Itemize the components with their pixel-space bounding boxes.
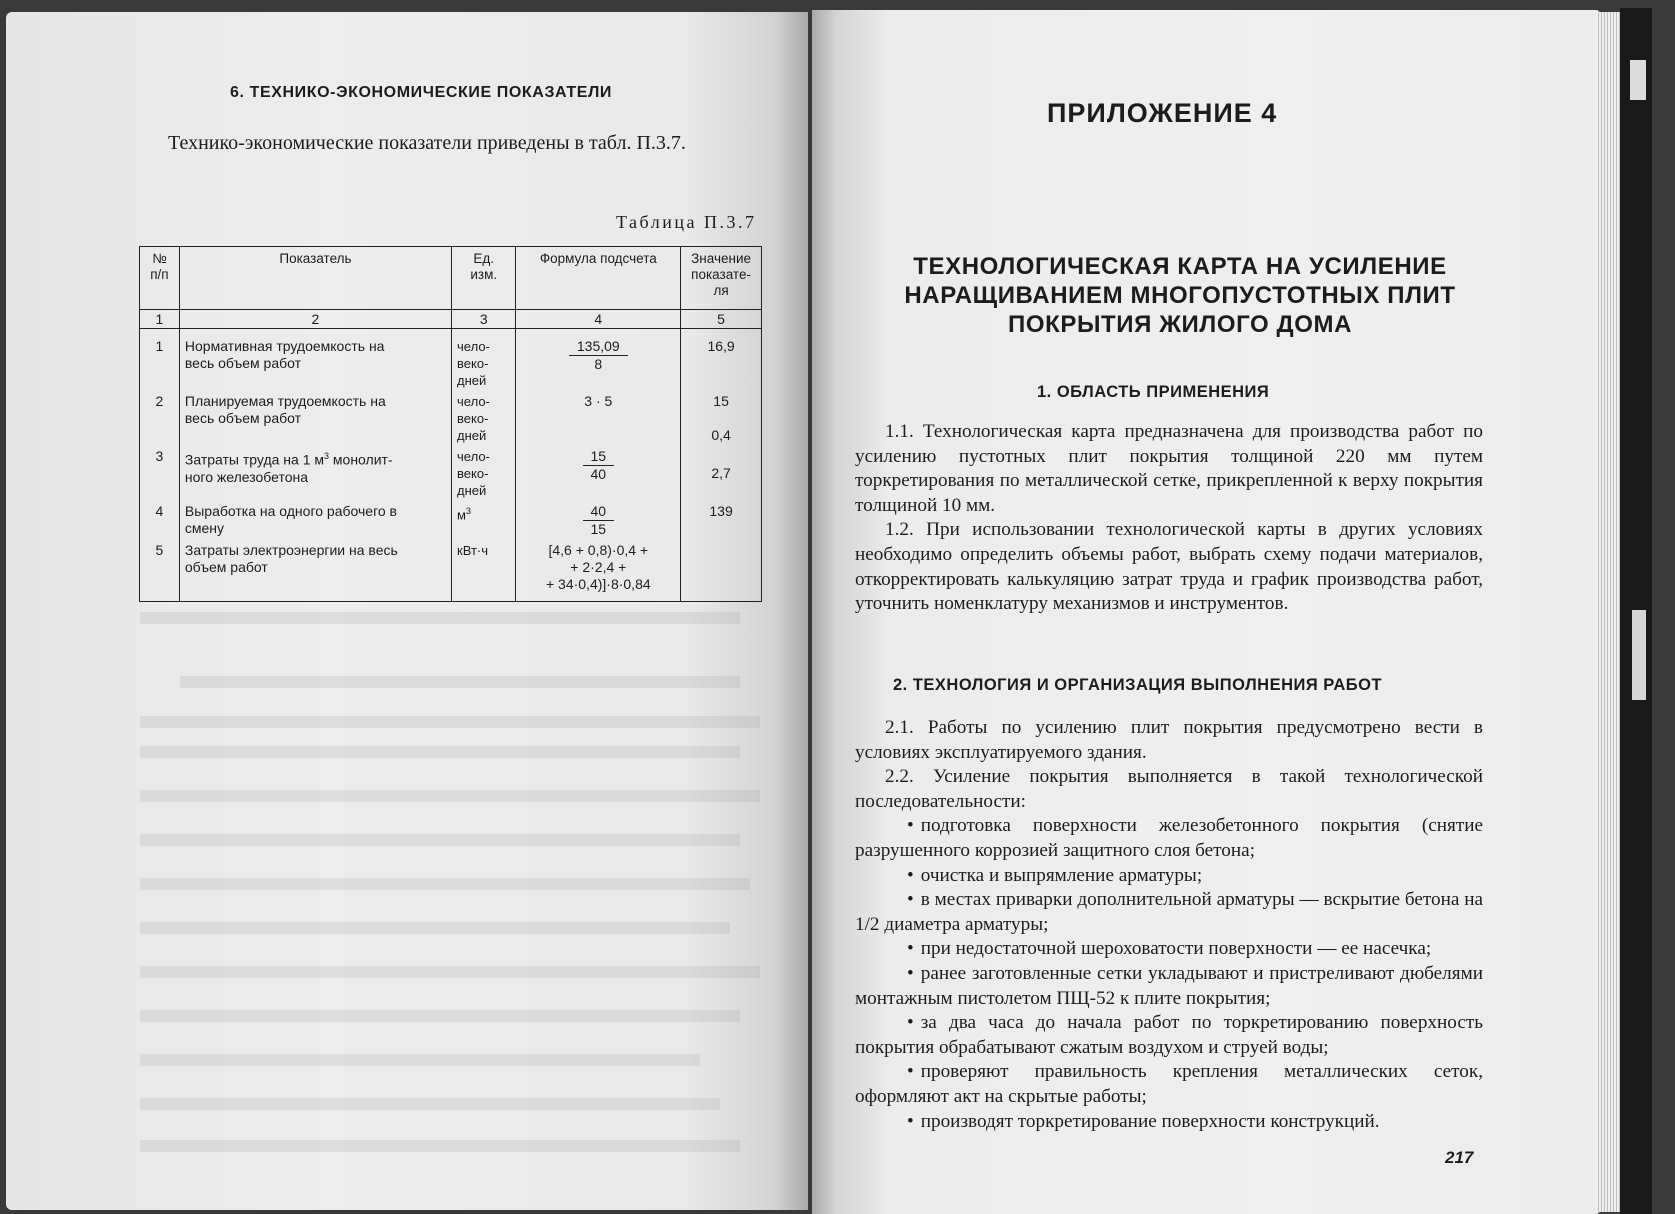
row-unit: кВт·ч (452, 540, 516, 602)
bullet-icon: • (907, 962, 914, 984)
row-value: 16,9 (681, 329, 762, 392)
row-num: 4 (140, 501, 180, 540)
paragraph: 2.2. Усиление покрытия выполняется в такой технологической последовательности: (855, 766, 1483, 812)
row-indicator: Планируемая трудоемкость на весь объем работ (179, 391, 451, 446)
header-value: Значение показате- ля (681, 247, 762, 310)
row-unit: чело- веко- дней (452, 391, 516, 446)
row-num: 5 (140, 540, 180, 602)
row-formula: [4,6 + 0,8)·0,4 + + 2·2,4 + + 34·0,4)]·8·0,84 (516, 540, 681, 602)
table-row (140, 446, 762, 501)
header-indicator: Показатель (179, 247, 451, 310)
show-through (140, 922, 730, 934)
list-item: • производят торкретирование поверхности конструкций. (855, 1110, 1483, 1135)
section-1-body (855, 420, 1483, 617)
row-num: 2 (140, 391, 180, 446)
paragraph: 1.1. Технологическая карта предназначена для производства работ по усилению пустотных плит покрытия толщиной 220 мм путем торкретирования по металлической сетке, прикрепленной к верху покрытия толщиной 10 мм. (855, 421, 1483, 516)
list-item: • в местах приварки дополнительной арматуры — вскрытие бетона на 1/2 диаметра арматуры; (855, 889, 1483, 935)
row-value: 2,7 (681, 446, 762, 501)
page-edges (1596, 12, 1620, 1212)
table-row (140, 391, 762, 446)
show-through (140, 1054, 700, 1066)
show-through (140, 716, 760, 728)
col-number: 2 (179, 310, 451, 329)
row-unit: чело- веко- дней (452, 329, 516, 392)
section-heading: 2. ТЕХНОЛОГИЯ И ОРГАНИЗАЦИЯ ВЫПОЛНЕНИЯ РАБОТ (893, 676, 1383, 694)
col-number: 3 (452, 310, 516, 329)
section-2-body (855, 716, 1483, 1134)
intro-text: Технико-экономические показатели приведены в табл. П.3.7. (168, 132, 686, 154)
section-heading: 6. ТЕХНИКО-ЭКОНОМИЧЕСКИЕ ПОКАЗАТЕЛИ (230, 84, 612, 101)
row-indicator: Выработка на одного рабочего в смену (179, 501, 451, 540)
bullet-icon: • (907, 889, 914, 911)
table-row (140, 329, 762, 392)
cover-tab (1630, 60, 1646, 100)
left-page (6, 12, 808, 1210)
row-num: 3 (140, 446, 180, 501)
header-num: № п/п (140, 247, 180, 310)
show-through (140, 966, 760, 978)
show-through (140, 612, 740, 624)
col-number: 1 (140, 310, 180, 329)
show-through (140, 790, 760, 802)
table-header-row (140, 247, 762, 310)
page-number: 217 (1445, 1148, 1474, 1167)
list-item: • проверяют правильность крепления металлических сеток, оформляют акт на скрытые работы; (855, 1061, 1483, 1107)
header-formula: Формула подсчета (516, 247, 681, 310)
row-indicator: Нормативная трудоемкость на весь объем работ (179, 329, 451, 392)
show-through (140, 1140, 740, 1152)
row-value (681, 540, 762, 602)
paragraph: 2.1. Работы по усилению плит покрытия предусмотрено вести в условиях эксплуатируемого здания. (855, 717, 1483, 763)
row-indicator: Затраты труда на 1 $м^3$ монолит- ного железобетона (179, 446, 451, 501)
bullet-icon: • (907, 815, 914, 837)
list-item: • очистка и выпрямление арматуры; (855, 864, 1483, 889)
show-through (140, 1098, 720, 1110)
list-item: • подготовка поверхности железобетонного покрытия (снятие разрушенного коррозией защитного слоя бетона; (855, 815, 1483, 861)
show-through (180, 676, 740, 688)
appendix-heading: ПРИЛОЖЕНИЕ 4 (1047, 98, 1278, 128)
list-item: • за два часа до начала работ по торкретированию поверхность покрытия обрабатывают сжатым воздухом и струей воды; (855, 1012, 1483, 1058)
col-number: 5 (681, 310, 762, 329)
row-formula: $\frac{135,09}{8}$ (516, 329, 681, 392)
row-indicator: Затраты электроэнергии на весь объем работ (179, 540, 451, 602)
list-item: • ранее заготовленные сетки укладывают и пристреливают дюбелями монтажным пистолетом ПЩ-52 к плите покрытия; (855, 962, 1483, 1009)
bullet-icon: • (907, 938, 914, 960)
show-through (140, 878, 750, 890)
header-unit: Ед. изм. (452, 247, 516, 310)
cover-tab (1632, 610, 1646, 700)
row-formula: $\frac{40}{15}$ (516, 501, 681, 540)
column-number-row (140, 310, 762, 329)
list-item: • при недостаточной шероховатости поверхности — ее насечка; (855, 937, 1483, 962)
paragraph: 1.2. При использовании технологической карты в других условиях необходимо определить объемы работ, выбрать схему подачи материалов, откорректировать калькуляцию затрат труда и график производства работ, уточнить номенклатуру механизмов и инструментов. (855, 519, 1483, 615)
section-heading: 1. ОБЛАСТЬ ПРИМЕНЕНИЯ (1037, 383, 1270, 401)
bullet-icon: • (907, 864, 914, 886)
show-through (140, 746, 740, 758)
show-through (140, 834, 740, 846)
row-num: 1 (140, 329, 180, 392)
bullet-icon: • (907, 1110, 914, 1132)
table-row (140, 540, 762, 602)
document-title: ТЕХНОЛОГИЧЕСКАЯ КАРТА НА УСИЛЕНИЕ НАРАЩИВАНИЕМ МНОГОПУСТОТНЫХ ПЛИТ ПОКРЫТИЯ ЖИЛОГО ДОМА (904, 253, 1456, 338)
row-value: 15 0,4 (681, 391, 762, 446)
row-unit: чело- веко- дней (452, 446, 516, 501)
table-caption: Таблица П.3.7 (616, 212, 757, 232)
row-formula: 3 · 5 (516, 391, 681, 446)
table-row (140, 501, 762, 540)
show-through (140, 1010, 740, 1022)
col-number: 4 (516, 310, 681, 329)
row-value: 139 (681, 501, 762, 540)
bullet-icon: • (907, 1061, 914, 1083)
bullet-icon: • (907, 1012, 914, 1034)
row-unit: $м^3$ (452, 501, 516, 540)
indicators-table (139, 246, 762, 602)
row-formula: $\frac{15}{40}$ (516, 446, 681, 501)
